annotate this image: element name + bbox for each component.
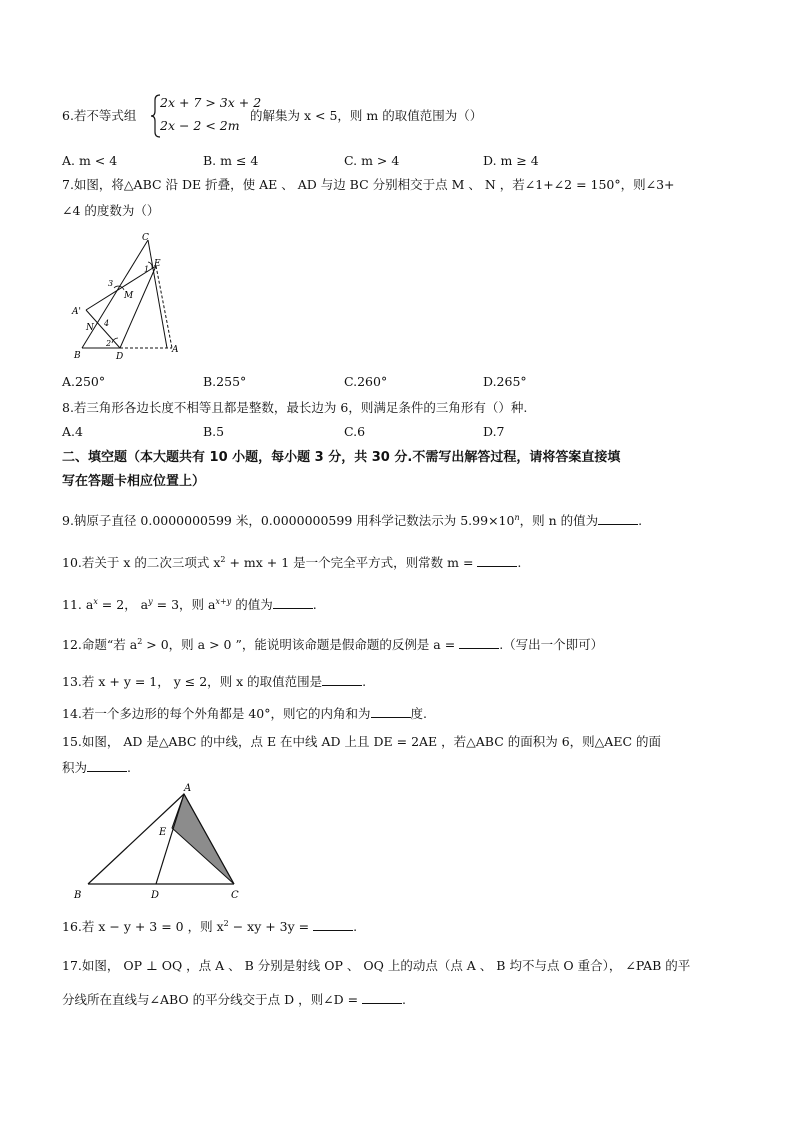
section-heading-2: 写在答题卡相应位置上） (62, 474, 206, 489)
fig7-label-a: A (172, 345, 179, 355)
inequality-2: 2x − 2 < 2m (160, 118, 240, 133)
q17-line2: 分线所在直线与∠ABO 的平分线交于点 D ，则∠D = . (62, 992, 407, 1007)
q12-blank[interactable] (459, 637, 499, 649)
q7-line1: 7.如图，将△ABC 沿 DE 折叠，使 AE 、 AD 与边 BC 分别相交于点 M 、 N ，若∠1+∠2 = 150°，则∠3+ (62, 177, 675, 192)
q9-blank[interactable] (598, 513, 638, 525)
fig7-label-m: M (124, 291, 134, 301)
q13-line: 13.若 x + y = 1， y ≤ 2，则 x 的取值范围是 . (62, 674, 367, 689)
q8-choices (62, 424, 722, 440)
q14-line: 14.若一个多边形的每个外角都是 40°，则它的内角和为 度. (62, 706, 427, 721)
q7-choice-a: A.250° (62, 374, 106, 389)
fig15-label-a: A (184, 783, 192, 794)
fig7-label-c: C (142, 233, 149, 243)
q16-blank[interactable] (313, 919, 353, 931)
fig7-label-4: 4 (104, 319, 110, 328)
q7-choice-d: D.265° (483, 374, 527, 389)
fig15-label-b: B (74, 890, 82, 901)
fig7-label-a-prime: A' (72, 307, 81, 317)
fig7-label-d: D (116, 352, 124, 362)
q7-choice-c: C.260° (344, 374, 388, 389)
q13-blank[interactable] (322, 674, 362, 686)
q17-line1: 17.如图， OP ⊥ OQ ，点 A 、 B 分别是射线 OP 、 OQ 上的动点（点 A 、 B 均不与点 O 重合）， ∠PAB 的平 (62, 958, 691, 973)
fig7-label-e: E (154, 259, 161, 269)
fig7-label-b: B (74, 351, 81, 361)
q8-choice-c: C.6 (344, 424, 366, 439)
q9-line: 9.钠原子直径 0.0000000599 米，0.0000000599 用科学记数法示为 $5.99\times 10^n$，则 n 的值为 . (62, 513, 643, 529)
q15-figure (68, 780, 254, 902)
q6-choice-b: B. m ≤ 4 (203, 153, 259, 168)
q11-line: 11. $a^x = 2$， $a^y = 3$，则 $a^{x+y}$ 的值为 . (62, 597, 317, 613)
fig7-label-1: 1 (144, 265, 150, 274)
q8-choice-d: D.7 (483, 424, 505, 439)
q15-line1: 15.如图， AD 是△ABC 的中线，点 E 在中线 AD 上且 DE = 2AE ，若△ABC 的面积为 6，则△AEC 的面 (62, 734, 661, 749)
fig15-label-e: E (159, 827, 167, 838)
q8-choice-b: B.5 (203, 424, 225, 439)
fig7-label-3: 3 (108, 279, 114, 288)
inequality-1: 2x + 7 > 3x + 2 (160, 95, 262, 110)
q6-choice-a: A. m < 4 (62, 153, 118, 168)
q7-choices (62, 374, 722, 390)
q6-prefix: 6.若不等式组 (62, 108, 137, 123)
q6-choices (62, 153, 722, 169)
fig7-label-2: 2 (106, 339, 112, 348)
q15-line2: 积为 . (62, 760, 131, 775)
fig15-label-d: D (151, 890, 160, 901)
q7-line2: ∠4 的度数为（） (62, 203, 160, 218)
q6-choice-c: C. m > 4 (344, 153, 400, 168)
q10-blank[interactable] (477, 555, 517, 567)
q16-line: 16.若 x − y + 3 = 0 ，则 $x^2$ − xy + 3y = . (62, 919, 358, 935)
q12-line: 12.命题“若 $a^2 > 0$，则 a > 0 ”，能说明该命题是假命题的反例是 a = .（写出一个即可） (62, 637, 604, 653)
q8-text: 8.若三角形各边长度不相等且都是整数，最长边为 6，则满足条件的三角形有（）种. (62, 400, 528, 415)
section-heading-1: 二、填空题（本大题共有 10 小题，每小题 3 分，共 30 分.不需写出解答过程，请将答案直接填 (62, 450, 621, 465)
q15-blank[interactable] (87, 760, 127, 772)
q14-blank[interactable] (371, 706, 411, 718)
inequality-system (150, 94, 262, 138)
fig15-label-c: C (231, 890, 239, 901)
fig7-label-n: N (86, 323, 94, 333)
q6-choice-d: D. m ≥ 4 (483, 153, 539, 168)
q7-figure (64, 228, 194, 364)
q11-blank[interactable] (273, 597, 313, 609)
q6-suffix: 的解集为 x < 5，则 m 的取值范围为（） (250, 108, 483, 123)
q8-choice-a: A.4 (62, 424, 83, 439)
q10-line: 10.若关于 x 的二次三项式 $x^2$ + mx + 1 是一个完全平方式，则常数 m = . (62, 555, 522, 571)
q17-blank[interactable] (362, 992, 402, 1004)
q7-choice-b: B.255° (203, 374, 247, 389)
